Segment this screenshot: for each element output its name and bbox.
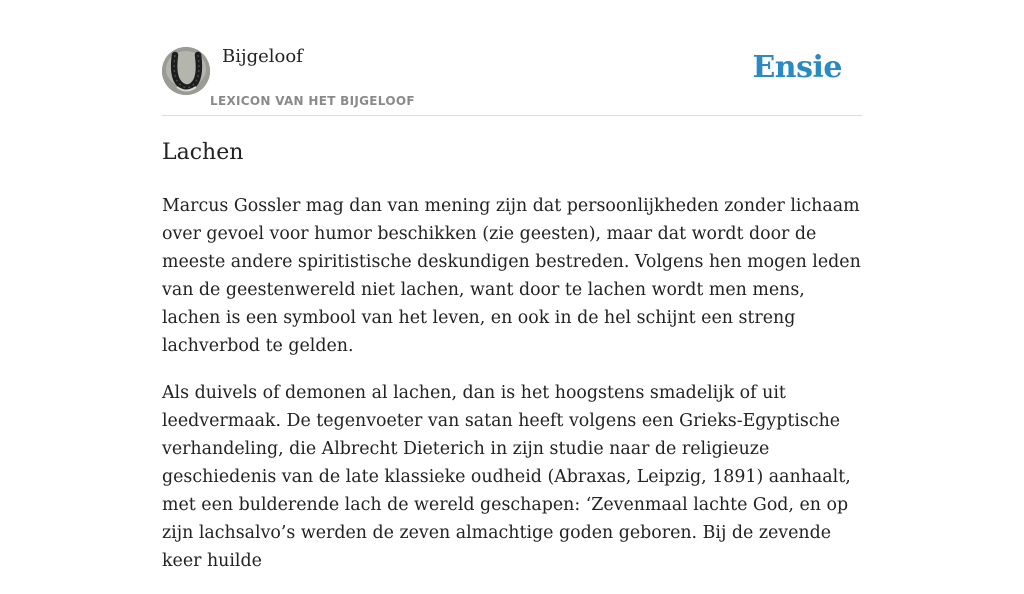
article-paragraph: Als duivels of demonen al lachen, dan is het hoogstens smadelijk of uit leedvermaak. De tegenvoeter van satan heeft volgens een Grieks-Egyptische verhandeling, die Albrecht Dieterich in zijn studie naar de religieuze geschiedenis van de late klassieke oudheid (Abraxas, Leipzig, 1891) aanhaalt, met een bulderende lach de wereld geschapen: ‘Zevenmaal lachte God, en op zijn lachsalvo’s werden de zeven almachtige goden geboren. Bij de zevende keer huilde bbox=[162, 383, 851, 571]
publication-subtitle: LEXICON VAN HET BIJGELOOF bbox=[210, 94, 415, 108]
publication-name[interactable]: Bijgeloof bbox=[222, 46, 303, 67]
site-header bbox=[162, 0, 862, 116]
page bbox=[162, 0, 862, 571]
publication-avatar[interactable] bbox=[162, 47, 210, 95]
article-paragraph: Marcus Gossler mag dan van mening zijn dat persoonlijkheden zonder lichaam over gevoel voor humor beschikken (zie geesten), maar dat wordt door de meeste andere spiritistische deskundigen bestreden. Volgens hen mogen leden van de geestenwereld niet lachen, want door te lachen wordt men mens, lachen is een symbool van het leven, en ook in de hel schijnt een streng lachverbod te gelden. bbox=[162, 196, 861, 356]
ensie-logo[interactable]: Ensie bbox=[752, 50, 842, 85]
article-body bbox=[162, 192, 862, 594]
horseshoe-icon bbox=[162, 47, 210, 95]
article-title: Lachen bbox=[162, 140, 244, 165]
